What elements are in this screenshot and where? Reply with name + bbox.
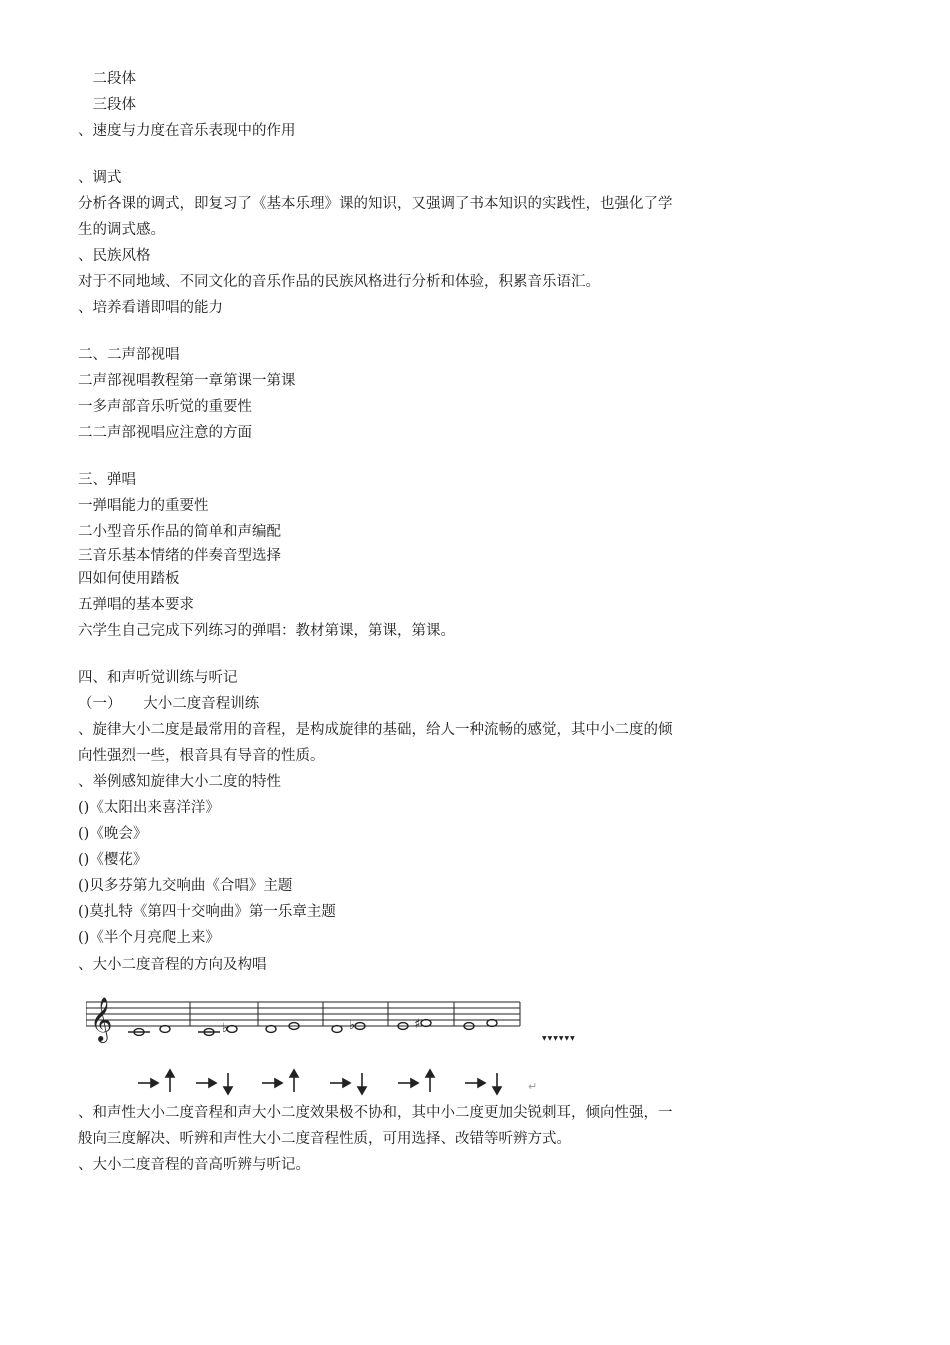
text-line: 一多声部音乐听觉的重要性 [78, 399, 252, 415]
text-line: 、培养看谱即唱的能力 [78, 300, 223, 316]
text-line: 向性强烈一些，根音具有导音的性质。 [78, 748, 325, 764]
text-line: 一弹唱能力的重要性 [78, 498, 209, 514]
text-line: 二、二声部视唱 [78, 347, 180, 363]
text-line: 般向三度解决、听辨和声性大小二度音程性质，可用选择、改错等听辨方式。 [78, 1131, 571, 1147]
text-line: 六学生自己完成下列练习的弹唱：教材第课，第课，第课。 [78, 623, 455, 639]
text-line: 二声部视唱教程第一章第课一第课 [78, 373, 296, 389]
text-line: 、和声性大小二度音程和声大小二度效果极不协和，其中小二度更加尖锐刺耳，倾向性强，一 [78, 1105, 673, 1121]
text-line: ()《太阳出来喜洋洋》 [78, 800, 220, 816]
return-mark-icon: ↵ [528, 1080, 538, 1093]
arrow-pair-up [262, 1070, 298, 1092]
text-line: 四、和声听觉训练与听记 [78, 670, 238, 686]
text-line: 、速度与力度在音乐表现中的作用 [78, 123, 296, 139]
arrow-pair-up [398, 1070, 434, 1092]
treble-clef-icon: 𝄞 [90, 997, 113, 1041]
text-line: 三、弹唱 [78, 472, 136, 488]
text-line: 、大小二度音程的方向及构唱 [78, 957, 267, 973]
text-line: 三音乐基本情绪的伴奏音型选择 [78, 548, 281, 564]
text-line: 二小型音乐作品的简单和声编配 [78, 524, 281, 540]
flat-sign-icon: ♭ [349, 1018, 356, 1033]
arrow-pair-up [138, 1070, 174, 1092]
text-line: ()《半个月亮爬上来》 [78, 930, 220, 946]
flat-sign-icon: ♭ [222, 1021, 229, 1036]
text-line: 分析各课的调式，即复习了《基本乐理》课的知识，又强调了书本知识的实践性，也强化了学 [78, 196, 673, 212]
text-line: 五弹唱的基本要求 [78, 597, 194, 613]
text-line: 、举例感知旋律大小二度的特性 [78, 774, 281, 790]
interval-direction-arrows [0, 1068, 560, 1098]
notes [128, 1020, 497, 1036]
text-line: 、调式 [78, 170, 122, 186]
sharp-sign-icon: ♯ [414, 1017, 421, 1032]
arrow-pair-down [330, 1073, 366, 1094]
text-line: ()莫扎特《第四十交响曲》第一乐章主题 [78, 904, 336, 920]
arrow-pair-down [196, 1073, 232, 1094]
text-line: 生的调式感。 [78, 222, 165, 238]
text-line: 、民族风格 [78, 248, 151, 264]
text-line: 四如何使用踏板 [78, 571, 180, 587]
staff-trailing-dots: ▼▼▼▼▼▼ [542, 1035, 576, 1042]
arrow-pair-down [465, 1073, 501, 1094]
staff-lines [86, 1002, 520, 1026]
text-line: ()《樱花》 [78, 852, 148, 868]
text-line: 三段体 [78, 97, 136, 113]
text-line: ()贝多芬第九交响曲《合唱》主题 [78, 878, 293, 894]
text-line: 对于不同地域、不同文化的音乐作品的民族风格进行分析和体验，积累音乐语汇。 [78, 274, 600, 290]
text-line: （一） 大小二度音程训练 [78, 696, 260, 712]
text-line: 二段体 [78, 71, 136, 87]
music-staff-figure [86, 988, 606, 1048]
text-line: 、大小二度音程的音高听辨与听记。 [78, 1157, 310, 1173]
text-line: 、旋律大小二度是最常用的音程，是构成旋律的基础，给人一种流畅的感觉，其中小二度的倾 [78, 722, 673, 738]
text-line: ()《晚会》 [78, 826, 148, 842]
text-line: 二二声部视唱应注意的方面 [78, 425, 252, 441]
